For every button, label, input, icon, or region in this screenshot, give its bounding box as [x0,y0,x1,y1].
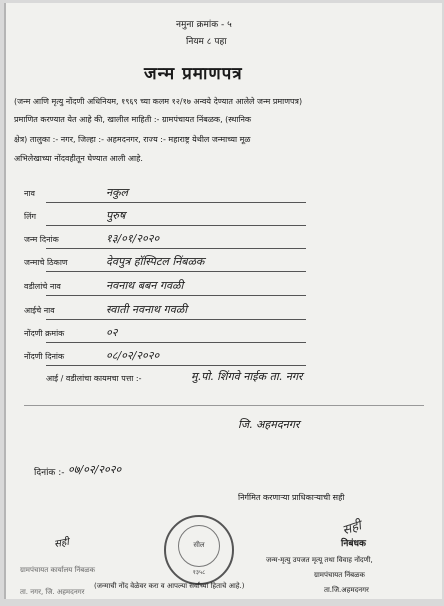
field-label: नाव [24,189,35,198]
field-label: नोंदणी दिनांक [24,352,65,361]
divider [46,225,306,226]
issuer-signature-label: निर्गमित करणाऱ्या प्राधिकाऱ्याची सही [238,493,345,502]
registrar-line-3: ता.जि.अहमदनगर [324,586,369,594]
field-row-name [6,185,306,203]
field-value: पुरुष [106,209,126,222]
field-row-birthplace [6,254,306,272]
left-signature: सही [53,536,70,551]
field-value: ०८/०२/२०२० [106,349,160,362]
document-title: जन्म प्रमाणपत्र [144,64,243,84]
field-row-reg-date [6,348,306,366]
address-underline [24,405,424,406]
seal-inner [178,525,220,567]
divider [46,319,306,320]
divider [46,342,306,343]
field-value: देवपुत्र हॉस्पिटल निंबळक [106,255,205,268]
divider [46,248,306,249]
intro-line-1: (जन्म आणि मृत्यु नोंदणी अधिनियम, १९६९ च्या कलम १२/१७ अन्वये देण्यात आलेले जन्म प्रमाणपत्र) [14,97,303,106]
intro-line-3: क्षेत्र) तालुका :- नगर, जिल्हा :- अहमदनगर, राज्य :- महाराष्ट्र येथील जन्माच्या मूळ [14,135,251,144]
field-value: १३/०१/२०२० [106,232,160,245]
field-value: नकुल [106,186,129,199]
intro-line-2: प्रमाणित करण्यात येत आहे की, खालील माहिती :- ग्रामपंचायत निंबळक, (स्थानिक [14,115,252,124]
field-label: जन्माचे ठिकाण [24,258,68,267]
registrar-line-2: ग्रामपंचायत निंबळक [314,571,365,579]
registrar-title: निबंधक [341,539,366,549]
form-number: नमुना क्रमांक - ५ [176,20,232,30]
field-label: वडीलांचे नाव [24,282,61,291]
field-label: आईचे नाव [24,306,55,315]
registrar-line-1: जन्म-मृत्यु उपजत मृत्यू तथा विवाह नोंदणी, [266,556,373,564]
field-label: नोंदणी क्रमांक [24,329,65,338]
intro-line-4: अभिलेखाच्या नोंदवहीतून घेण्यात आली आहे. [14,154,143,163]
left-stamp-line-1: ग्रामपंचायत कार्यालय निंबळक [20,566,95,574]
registrar-signature: सही [340,518,364,539]
divider [46,295,306,296]
field-row-father [6,278,306,296]
field-label: लिंग [24,212,36,221]
divider [46,365,306,366]
field-row-mother [6,302,306,320]
rule-reference: नियम ८ पहा [186,37,227,47]
field-value: स्वाती नवनाथ गवळी [106,303,188,316]
seal-number: १३५८ [192,568,206,576]
address-value: मु.पो. शिंगवे नाईक ता. नगर [191,370,303,383]
issue-date-value: ०७/०२/२०२० [68,463,122,476]
divider [46,271,306,272]
divider [46,202,306,203]
address-city: जि. अहमदनगर [238,418,300,431]
left-stamp-line-2: ता. नगर, जि. अहमदनगर [20,588,85,596]
address-label: आई / वडीलांचा कायमचा पत्ता :- [46,374,142,383]
field-value: ०२ [106,326,118,339]
field-row-reg-number [6,325,306,343]
birth-certificate [4,3,442,599]
field-row-gender [6,208,306,226]
office-seal [164,515,234,585]
field-value: नवनाथ बबन गवळी [106,279,184,292]
footer-note: (जन्माची नोंद वेळेवर करा व आपल्या सर्वांच्या हिताचे आहे.) [94,582,245,590]
field-label: जन्म दिनांक [24,235,59,244]
seal-text: सील [193,541,205,549]
issue-date-label: दिनांक :- [34,468,65,478]
field-row-dob [6,231,306,249]
